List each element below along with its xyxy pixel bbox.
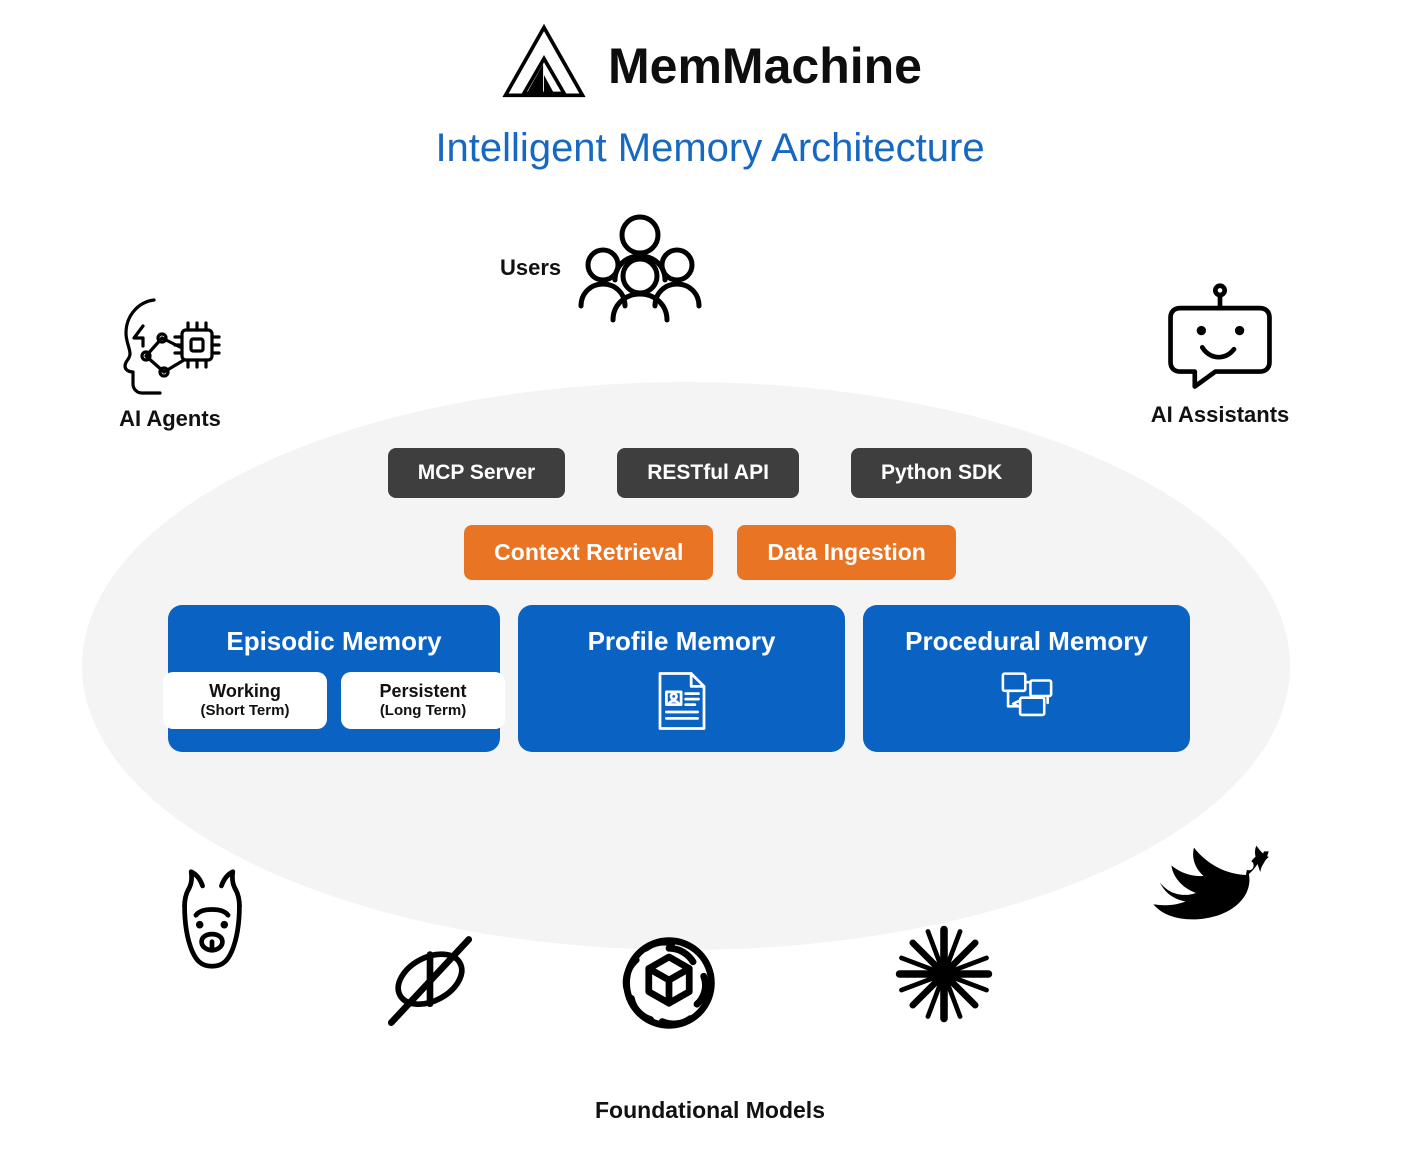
memory-card-procedural-title: Procedural Memory <box>905 626 1148 656</box>
subcard-persistent-line2: (Long Term) <box>379 702 467 720</box>
model-deepseek <box>1150 840 1274 949</box>
deepseek-whale-icon <box>1150 931 1274 948</box>
actor-ai-agents-label: AI Agents <box>119 406 221 431</box>
memory-card-procedural[interactable] <box>863 605 1190 752</box>
users-group-icon <box>575 208 705 328</box>
memory-card-episodic-title: Episodic Memory <box>226 626 442 656</box>
memory-card-profile-title: Profile Memory <box>587 626 776 656</box>
claude-burst-icon <box>892 1013 996 1030</box>
process-flow-icon <box>996 668 1058 729</box>
operation-context-retrieval[interactable]: Context Retrieval <box>464 525 713 580</box>
subcard-persistent[interactable] <box>341 672 505 729</box>
actor-ai-assistants <box>1040 282 1400 428</box>
model-llama <box>160 862 264 981</box>
actor-ai-agents <box>40 290 300 432</box>
episodic-subcards <box>163 672 505 729</box>
memory-card-row <box>168 605 1190 752</box>
actor-users <box>500 208 830 328</box>
operation-data-ingestion[interactable]: Data Ingestion <box>737 525 955 580</box>
diagram-subtitle: Intelligent Memory Architecture <box>435 126 985 170</box>
id-document-icon <box>652 668 712 739</box>
brand-row <box>0 18 1420 114</box>
ai-head-chip-icon <box>40 290 300 400</box>
openai-knot-icon <box>616 1023 722 1040</box>
subcard-persistent-line1: Persistent <box>379 680 467 701</box>
foundational-models-label: Foundational Models <box>595 1097 825 1123</box>
interface-python-sdk[interactable]: Python SDK <box>851 448 1032 498</box>
interface-mcp-server[interactable]: MCP Server <box>388 448 566 498</box>
brand-title: MemMachine <box>608 38 922 94</box>
subcard-working-line1: Working <box>209 680 281 701</box>
memmachine-triangles-logo-icon <box>498 22 590 110</box>
mistral-swirl-icon <box>378 1021 482 1038</box>
model-claude <box>892 922 996 1031</box>
interface-pill-row <box>0 448 1420 498</box>
memory-card-episodic[interactable] <box>168 605 500 752</box>
model-openai <box>616 930 722 1041</box>
interface-restful-api[interactable]: RESTful API <box>617 448 799 498</box>
diagram-header <box>0 18 1420 168</box>
operation-pill-row <box>0 525 1420 580</box>
actor-users-label: Users <box>500 255 562 280</box>
model-mistral <box>378 930 482 1039</box>
subcard-working[interactable] <box>163 672 327 729</box>
actor-ai-assistants-label: AI Assistants <box>1150 402 1290 427</box>
robot-chat-icon <box>1040 282 1400 394</box>
subcard-working-line2: (Short Term) <box>200 702 290 720</box>
llama-icon <box>160 963 264 980</box>
memory-card-profile[interactable] <box>518 605 845 752</box>
